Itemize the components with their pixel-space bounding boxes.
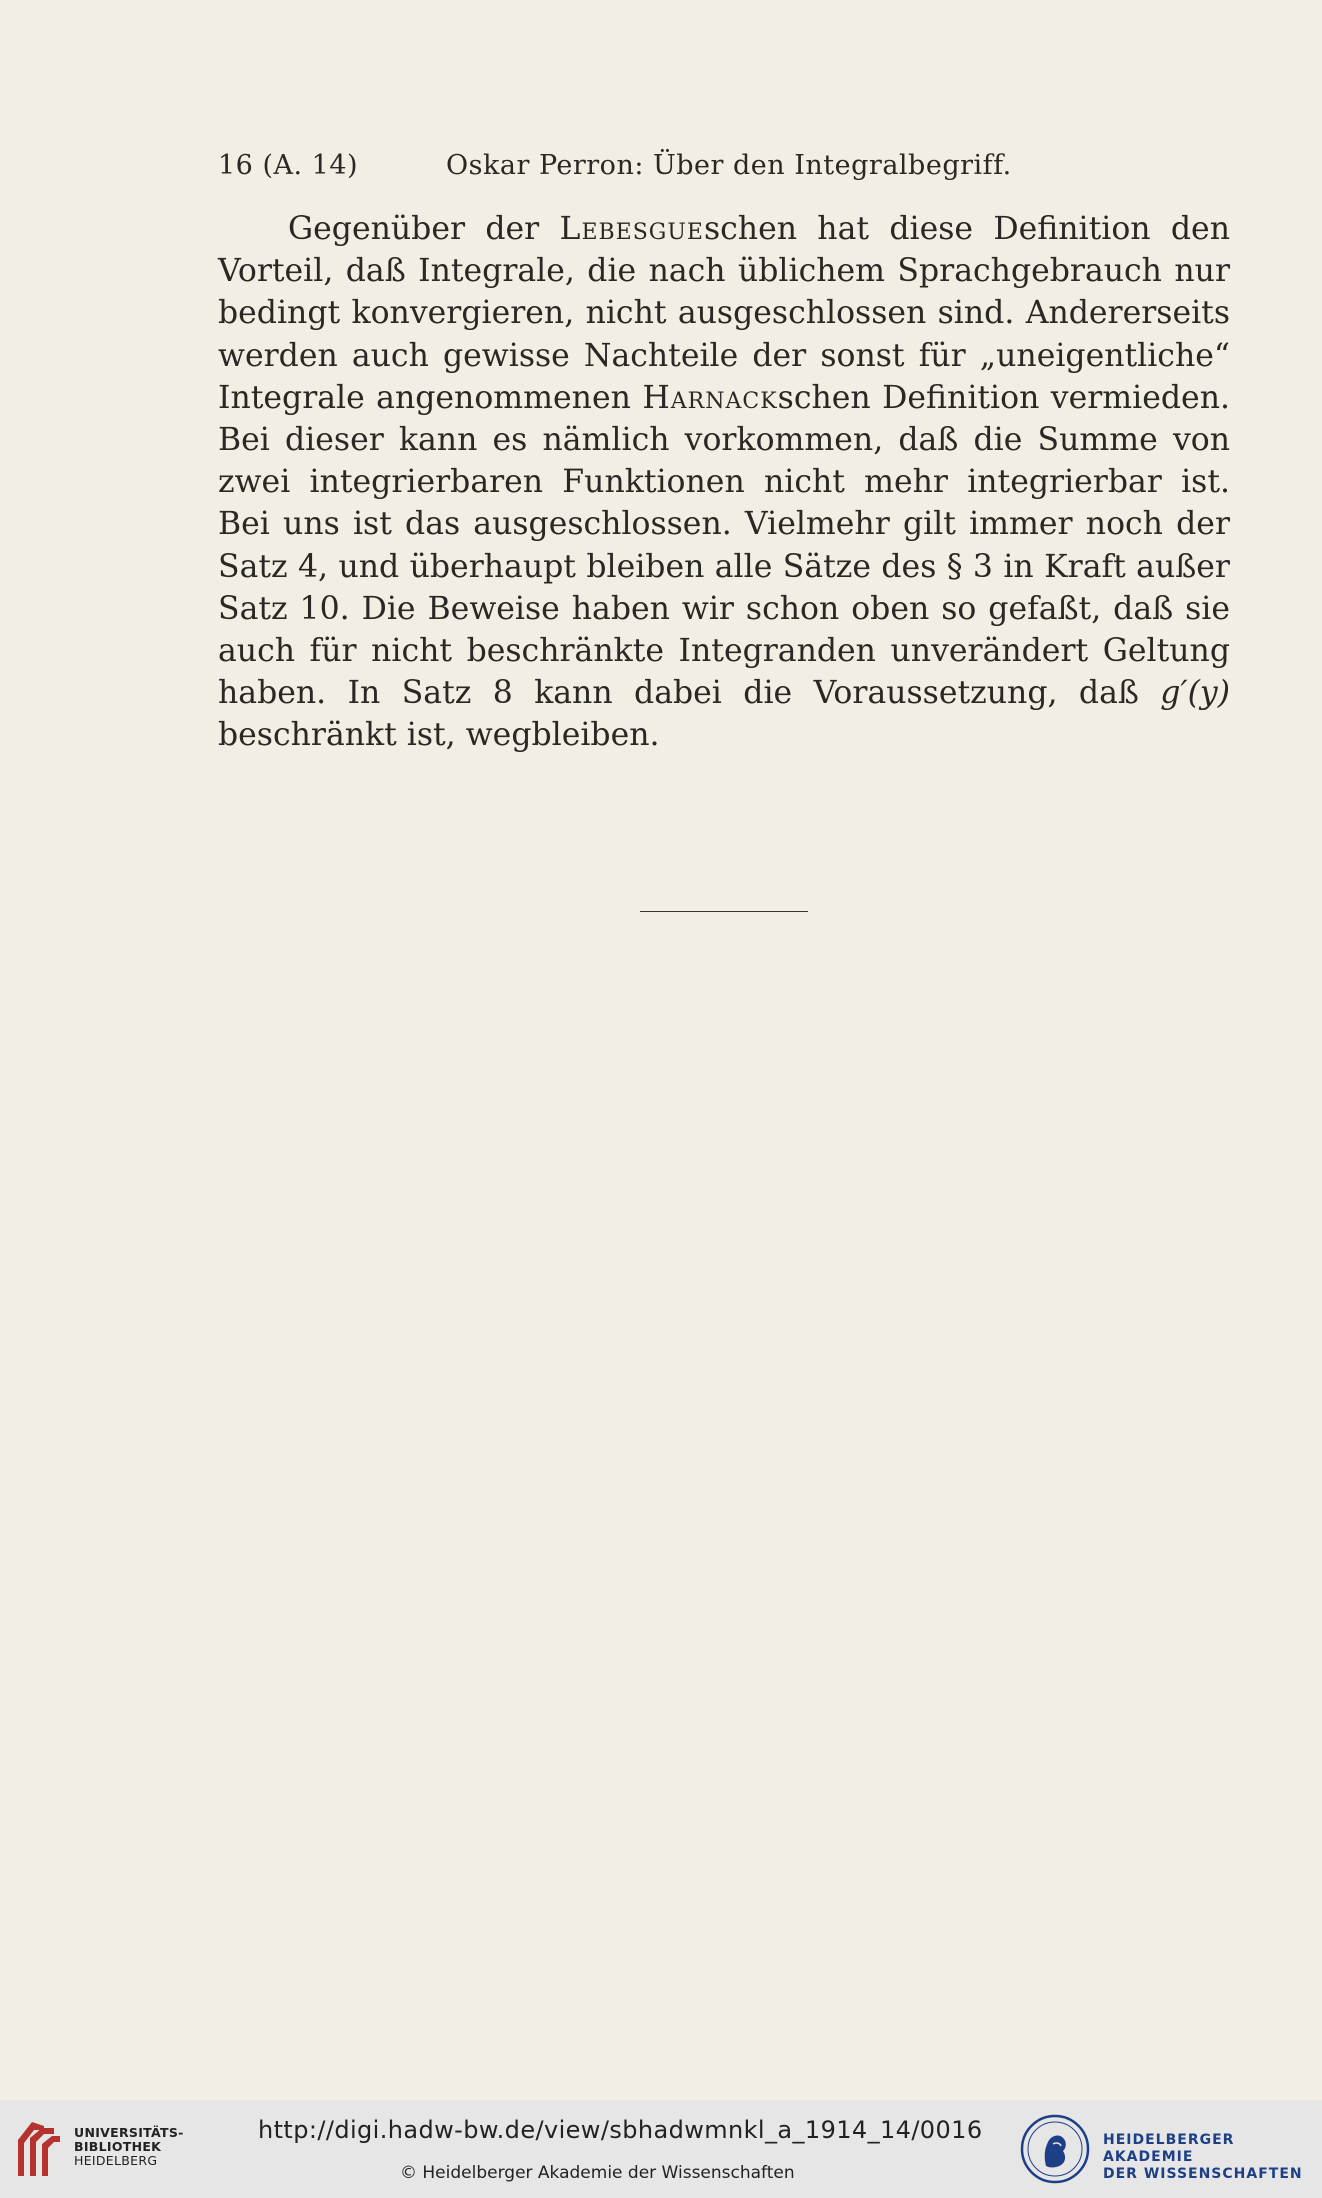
academy-line: DER WISSENSCHAFTEN (1103, 2166, 1303, 2182)
section-divider (640, 911, 808, 912)
academy-line: HEIDELBERGER AKADEMIE (1103, 2132, 1235, 2165)
author-name-harnack: Harnack (642, 379, 778, 416)
text-segment: Gegenüber der (288, 211, 560, 247)
formula: g′(y) (1160, 675, 1230, 712)
text-segment: beschränkt ist, wegbleiben. (218, 717, 660, 754)
author-name-lebesgue: Lebesgue (559, 211, 704, 247)
library-line: BIBLIOTHEK (74, 2139, 162, 2154)
body-paragraph (218, 208, 1230, 757)
permalink-url[interactable]: http://digi.hadw-bw.de/view/sbhadwmnkl_a_1914_14/0016 (258, 2116, 983, 2144)
text-segment: schen Definition vermieden. Bei dieser kann es nämlich vorkommen, daß die Summe von zwei integrierbaren Funktionen nicht mehr integrierbar ist. Bei uns ist das ausgeschlossen. Vielmehr gilt immer noch der Satz 4, und überhaupt bleiben alle Sätze des § 3 in Kraft außer Satz 10. Die Beweise haben wir schon oben so gefaßt, daß sie auch für nicht beschränkte Integranden unverändert Geltung haben. In Satz 8 kann dabei die Voraussetzung, daß (218, 379, 1230, 712)
library-name (74, 2126, 184, 2168)
footer-bar (0, 2100, 1322, 2198)
text-segment: schen hat diese Definition den Vorteil, daß Integrale, die nach üblichem Sprachgebrauch nur bedingt konvergieren, nicht ausgeschlossen sind. Andererseits werden auch gewisse Nachteile der sonst für „uneigentliche“ Integrale angenommenen (218, 211, 1230, 416)
running-title: Oskar Perron: Über den Integralbegriff. (446, 150, 1012, 181)
academy-name (1103, 2132, 1322, 2183)
library-line: UNIVERSITÄTS- (74, 2125, 184, 2140)
academy-seal-icon (1020, 2114, 1090, 2184)
university-library-logo-icon (14, 2118, 64, 2180)
page-reference: 16 (A. 14) (218, 150, 359, 181)
library-line: HEIDELBERG (74, 2153, 158, 2168)
copyright-notice: © Heidelberger Akademie der Wissenschaften (400, 2163, 795, 2183)
